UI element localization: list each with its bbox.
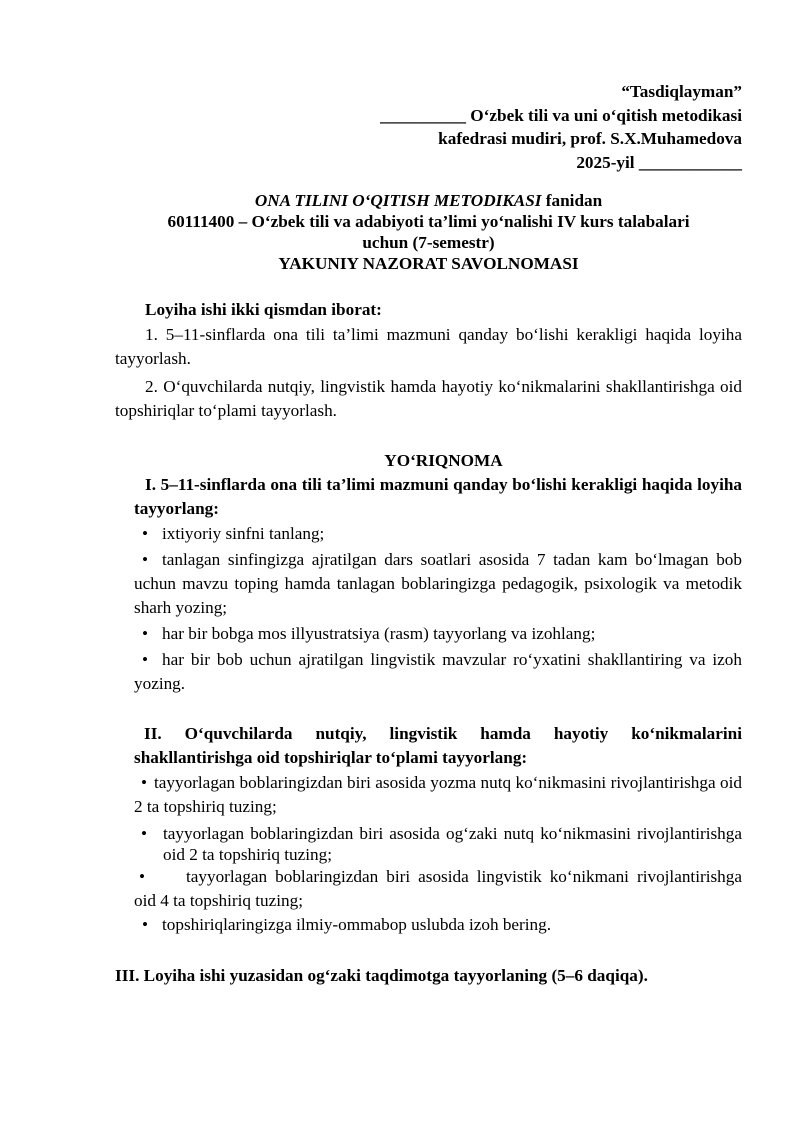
page-title: YAKUNIY NAZORAT SAVOLNOMASI — [278, 254, 579, 273]
list-item-text: ixtiyoriy sinfni tanlang; — [162, 524, 325, 543]
list-item — [134, 771, 742, 819]
title-program-line: 60111400 – O‘zbek tili va adabiyoti ta’limi yo‘nalishi IV kurs talabalari — [167, 212, 690, 231]
intro-item: 1. 5–11-sinflarda ona tili ta’limi mazmuni qanday bo‘lishi kerakligi haqida loyiha tayyorlash. — [115, 325, 742, 368]
list-item-text: topshiriqlaringizga ilmiy-ommabop uslubda izoh bering. — [162, 915, 552, 934]
bullet-icon: • — [142, 550, 149, 569]
bullet-icon: • — [142, 524, 149, 543]
list-item-text: tayyorlagan boblaringizdan biri asosida lingvistik ko‘nikmani rivojlantirishga oid 4 ta topshiriq tuzing; — [134, 867, 742, 910]
intro-item: 2. O‘quvchilarda nutqiy, lingvistik hamda hayotiy ko‘nikmalarini shakllantirishga oid topshiriqlar to‘plami tayyorlash. — [115, 377, 742, 420]
bullet-icon: • — [141, 824, 148, 843]
section-3-heading: III. Loyiha ishi yuzasidan og‘zaki taqdimotga tayyorlaning (5–6 daqiqa). — [115, 966, 648, 985]
approval-block — [380, 80, 742, 174]
bullet-icon: • — [141, 773, 148, 792]
subject-name: ONA TILINI O‘QITISH METODIKASI — [254, 191, 542, 210]
list-item — [134, 548, 742, 620]
bullet-icon: • — [142, 650, 149, 669]
approval-line: 2025-yil ____________ — [576, 152, 742, 172]
subject-suffix: fanidan — [541, 191, 603, 210]
approval-line: __________ O‘zbek tili va uni o‘qitish metodikasi — [380, 105, 742, 125]
bullet-icon: • — [139, 867, 146, 886]
section-heading: YO‘RIQNOMA — [384, 451, 503, 470]
list-item-text: tanlagan sinfingizga ajratilgan dars soatlari asosida 7 tadan kam bo‘lmagan bob uchun mavzu toping hamda tanlagan boblaringizga pedagogik, psixologik va metodik sharh yozing; — [134, 550, 742, 617]
list-item-text: tayyorlagan boblaringizdan biri asosida yozma nutq ko‘nikmasini rivojlantirishga oid 2 ta topshiriq tuzing; — [134, 773, 742, 816]
approval-line: kafedrasi mudiri, prof. S.X.Muhamedova — [438, 129, 742, 148]
approval-line: “Tasdiqlayman” — [621, 82, 742, 101]
title-course-line: uchun (7-semestr) — [362, 233, 495, 252]
section-1-heading: I. 5–11-sinflarda ona tili ta’limi mazmuni qanday bo‘lishi kerakligi haqida loyiha tayyorlang: — [134, 475, 742, 518]
list-item — [134, 648, 742, 696]
list-item-text: tayyorlagan boblaringizdan biri asosida og‘zaki nutq ko‘nikmasini rivojlantirishga oid 2 ta topshiriq tuzing; — [163, 824, 742, 864]
bullet-icon: • — [142, 624, 149, 643]
title-block — [115, 190, 742, 274]
intro-heading: Loyiha ishi ikki qismdan iborat: — [145, 300, 382, 319]
section-2-heading: II. O‘quvchilarda nutqiy, lingvistik hamda hayotiy ko‘nikmalarini shakllantirishga oid topshiriqlar to‘plami tayyorlang: — [134, 724, 742, 767]
bullet-icon: • — [142, 915, 149, 934]
list-item-text: har bir bob uchun ajratilgan lingvistik mavzular ro‘yxatini shakllantiring va izoh yozing. — [134, 650, 742, 693]
list-item-text: har bir bobga mos illyustratsiya (rasm) tayyorlang va izohlang; — [162, 624, 596, 643]
title-subject-line — [115, 190, 742, 211]
list-item — [141, 823, 742, 865]
list-item — [134, 865, 742, 913]
